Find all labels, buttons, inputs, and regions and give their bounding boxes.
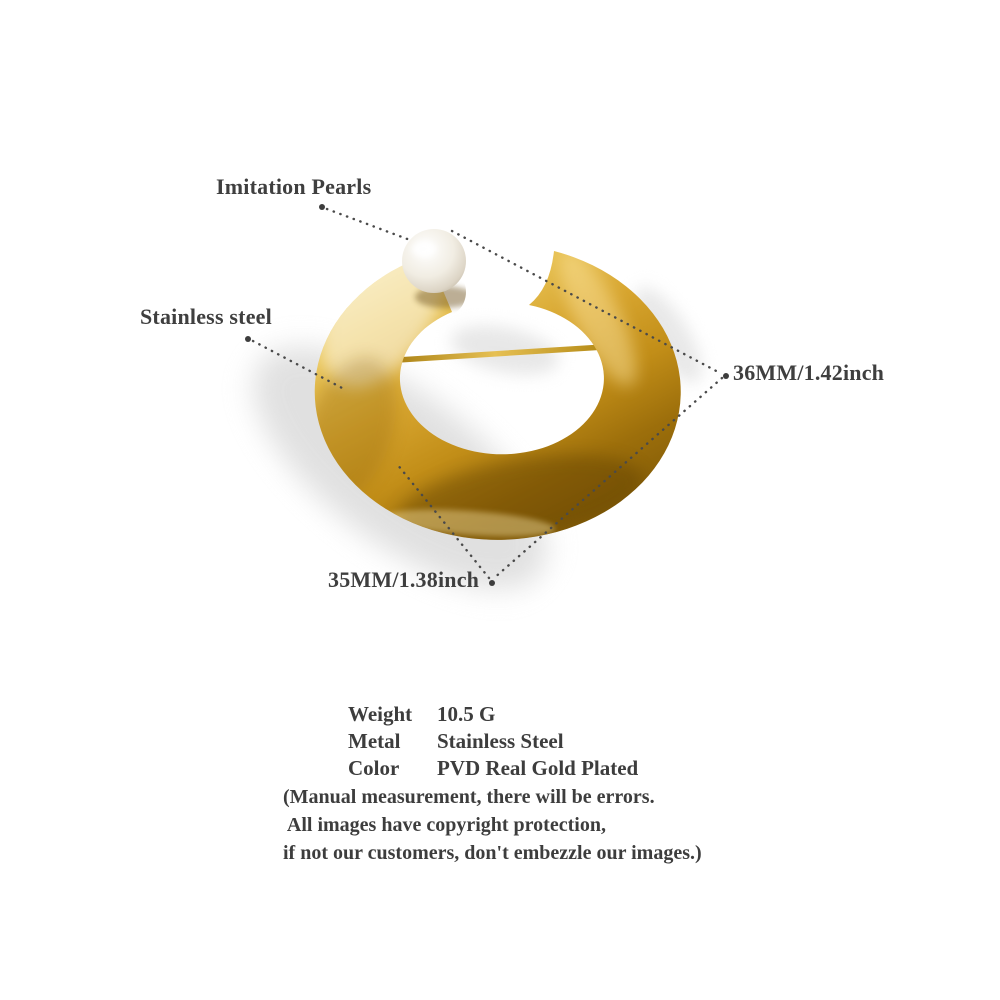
spec-label: Metal [348,729,401,753]
leader-imitation-pearls [327,209,410,240]
annotation-stainless-steel: Stainless steel [140,304,272,329]
spec-label: Color [348,756,400,780]
annotation-size-bottom: 35MM/1.38inch [328,567,480,592]
spec-value: PVD Real Gold Plated [437,756,639,780]
spec-value: Stainless Steel [437,729,564,753]
pearl-highlight [412,241,436,257]
pearl [402,229,466,293]
annotation-size-right: 36MM/1.42inch [733,360,885,385]
spec-row-weight [348,701,638,728]
spec-row-color [348,755,638,782]
spec-row-metal [348,728,638,755]
spec-label: Weight [348,702,413,726]
annotation-imitation-pearls: Imitation Pearls [216,174,372,199]
spec-table [348,701,638,782]
disclaimer-line-2: All images have copyright protection, [283,814,606,836]
disclaimer-text [283,783,702,867]
disclaimer-line-3: if not our customers, don't embezzle our images.) [283,842,702,864]
disclaimer-line-1: (Manual measurement, there will be errors. [283,786,655,808]
spec-value: 10.5 G [437,702,496,726]
